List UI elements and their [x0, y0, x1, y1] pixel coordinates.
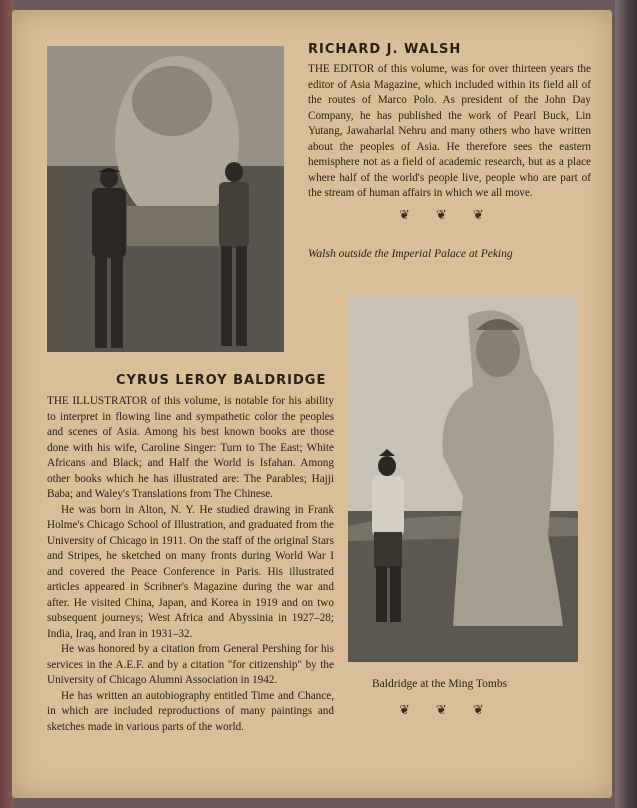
- back-cover-page: [12, 10, 612, 798]
- baldridge-paragraph-1: THE ILLUSTRATOR of this volume, is notable for his ability to interpret in flowing line and sympathetic color the peoples and scenes of Asia. Among his best known books are those done with his wife, Caroline Singer: Turn to The East; White Africans and Black; and Half the World is Isfahan. Among other books which he has illustrated are: The Parables; Hajji Baba; and Waley's Translations from The Chinese.: [47, 395, 334, 500]
- baldridge-ornaments: [399, 702, 484, 718]
- walsh-bio: [308, 62, 591, 202]
- baldridge-bio: [47, 394, 334, 735]
- baldridge-paragraph-4: He has written an autobiography entitled Time and Chance, in which are included reproductions of many paintings and sketches made in various parts of the world.: [47, 689, 334, 733]
- ornament-icon: ❦: [435, 207, 447, 222]
- ornament-icon: ❦: [472, 702, 484, 717]
- baldridge-paragraph-3: He was honored by a citation from General Pershing for his services in the A.E.F. and by a citation "for citizenship" by the University of Chicago Alumni Association in 1942.: [47, 643, 334, 686]
- walsh-paragraph: THE EDITOR of this volume, was for over thirteen years the editor of Asia Magazine, which included within its field all of the routes of Marco Polo. As president of the John Day Company, he has published the work of Pearl Buck, Lin Yutang, Jawaharlal Nehru and many others who have written about the peoples of Asia. He therefore sees the eastern hemisphere not as a field of academic research, but as a place where half of the world's people live, people who are part of the stream of human affairs in which we all move.: [308, 63, 591, 199]
- jacket-right-edge: [615, 0, 637, 808]
- walsh-heading: RICHARD J. WALSH: [308, 42, 462, 57]
- walsh-ornaments: [399, 207, 484, 223]
- baldridge-heading: CYRUS LEROY BALDRIDGE: [116, 373, 327, 388]
- baldridge-photo-caption: Baldridge at the Ming Tombs: [372, 678, 508, 690]
- ornament-icon: ❦: [399, 207, 410, 222]
- baldridge-photo: [348, 296, 578, 662]
- ornament-icon: ❦: [472, 207, 484, 222]
- baldridge-paragraph-2: He was born in Alton, N. Y. He studied drawing in Frank Holme's Chicago School of Illustration, and graduated from the University of Chicago in 1911. On the staff of the original Stars and Stripes, he sketched on many fronts during World War I and covered the Peace Conference in Paris. His illustrated articles appeared in Scribner's Magazine during the war and after. He visited China, Japan, and Korea in 1919 and on two subsequent journeys; West Africa and Abyssinia in 1927–28; India, Iraq, and Iran in 1931–32.: [47, 503, 334, 640]
- walsh-photo: [47, 46, 284, 352]
- ornament-icon: ❦: [435, 702, 447, 717]
- ornament-icon: ❦: [399, 702, 410, 717]
- walsh-photo-caption: Walsh outside the Imperial Palace at Peking: [308, 248, 513, 260]
